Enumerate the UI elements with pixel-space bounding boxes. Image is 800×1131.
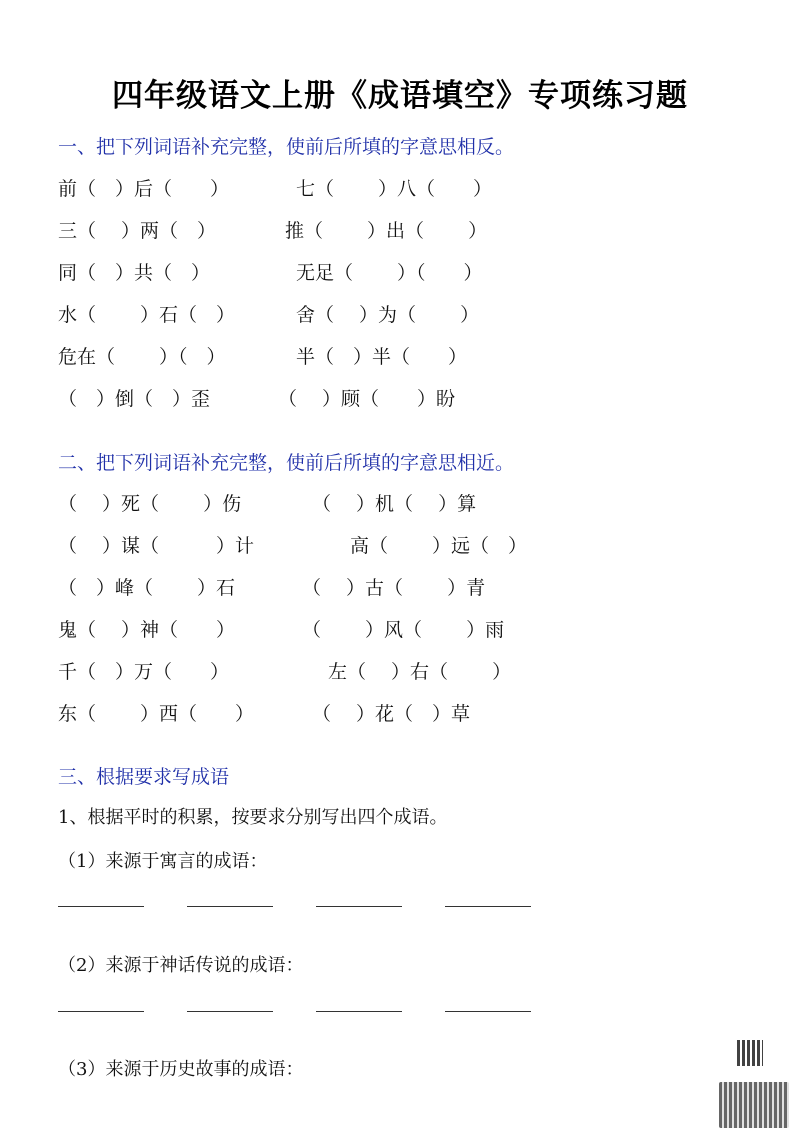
- part-2-label: （2）来源于神话传说的成语：: [58, 955, 304, 976]
- answer-blank[interactable]: [316, 1011, 402, 1012]
- section1-heading: 一、把下列词语补充完整，使前后所填的字意思相反。: [58, 136, 515, 158]
- s1-row5-left: 危在（ ）（ ）: [58, 346, 226, 368]
- s2-row3-left: （ ）峰（ ）石: [58, 577, 236, 599]
- s1-row1-right: 七（ ）八（ ）: [296, 178, 493, 200]
- s2-row5-right: 左（ ）右（ ）: [328, 661, 512, 683]
- answer-blank[interactable]: [187, 906, 273, 907]
- s2-row5-left: 千（ ）万（ ）: [58, 661, 230, 683]
- s1-row1-left: 前（ ）后（ ）: [58, 178, 230, 200]
- s1-row6-right: （ ）顾（ ）盼: [278, 388, 456, 410]
- answer-blank[interactable]: [58, 1011, 144, 1012]
- book-stack-icon: [719, 1082, 789, 1128]
- qr-code-icon: [737, 1040, 763, 1066]
- s1-row4-left: 水（ ）石（ ）: [58, 304, 236, 326]
- s1-row2-right: 推（ ）出（ ）: [285, 220, 488, 242]
- s1-row6-left: （ ）倒（ ）歪: [58, 388, 211, 410]
- answer-blank[interactable]: [445, 906, 531, 907]
- answer-blank[interactable]: [316, 906, 402, 907]
- s2-row6-right: （ ）花（ ）草: [312, 703, 471, 725]
- s2-row3-right: （ ）古（ ）青: [302, 577, 486, 599]
- section2-heading: 二、把下列词语补充完整，使前后所填的字意思相近。: [58, 452, 515, 474]
- s2-row1-left: （ ）死（ ）伤: [58, 493, 242, 515]
- watermark-corner: [715, 1032, 797, 1128]
- answer-blank[interactable]: [58, 906, 144, 907]
- s1-row3-left: 同（ ）共（ ）: [58, 262, 211, 284]
- s1-row3-right: 无足（ ）（ ）: [296, 262, 483, 284]
- part-3-label: （3）来源于历史故事的成语：: [58, 1059, 304, 1080]
- page-title: 四年级语文上册《成语填空》专项练习题: [112, 78, 688, 114]
- part-1-label: （1）来源于寓言的成语：: [58, 851, 268, 872]
- s2-row4-right: （ ）风（ ）雨: [302, 619, 505, 641]
- s1-row4-right: 舍（ ）为（ ）: [296, 304, 480, 326]
- s1-row5-right: 半（ ）半（ ）: [296, 346, 468, 368]
- section3-heading: 三、根据要求写成语: [58, 766, 230, 788]
- answer-blank[interactable]: [187, 1011, 273, 1012]
- s2-row1-right: （ ）机（ ）算: [312, 493, 477, 515]
- question-1: 1、根据平时的积累，按要求分别写出四个成语。: [58, 807, 448, 828]
- answer-blank[interactable]: [445, 1011, 531, 1012]
- s2-row2-right: 高（ ）远（ ）: [350, 535, 528, 557]
- s2-row4-left: 鬼（ ）神（ ）: [58, 619, 236, 641]
- s1-row2-left: 三（ ）两（ ）: [58, 220, 217, 242]
- s2-row2-left: （ ）谋（ ）计: [58, 535, 255, 557]
- s2-row6-left: 东（ ）西（ ）: [58, 703, 255, 725]
